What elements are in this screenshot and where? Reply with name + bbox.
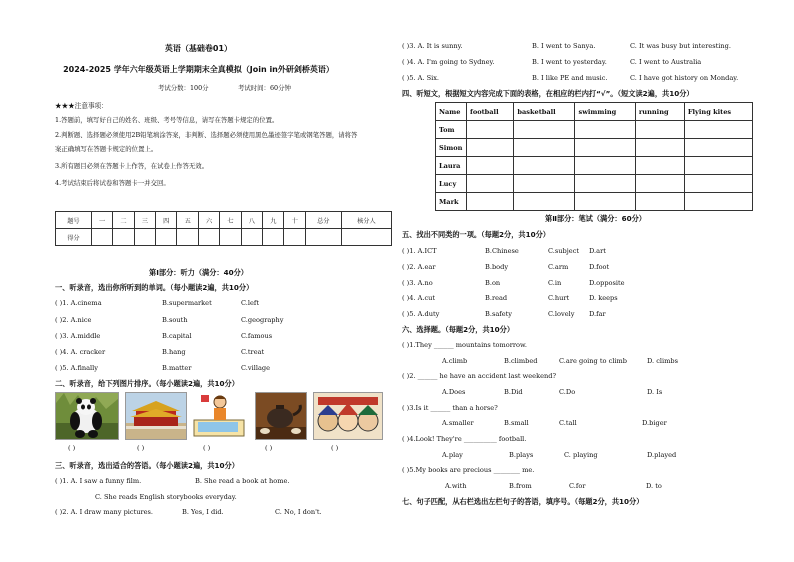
table-header-cell: swimming bbox=[575, 103, 635, 121]
option-c: C. She reads English storybooks everyday. bbox=[95, 493, 237, 501]
option-b: B.read bbox=[485, 294, 508, 302]
tick-cell[interactable] bbox=[684, 121, 752, 139]
question-stem: ( )4.Look! They're __________ football. bbox=[402, 435, 527, 443]
score-header-cell: 七 bbox=[220, 212, 241, 229]
question-row bbox=[402, 58, 792, 70]
option-c: C.left bbox=[241, 299, 260, 307]
tick-cell[interactable] bbox=[467, 121, 514, 139]
note-item: 1.答题前，填写好自己的姓名、班级、考号等信息，请写在答题卡规定的位置。 bbox=[55, 116, 279, 124]
score-header-cell: 核分人 bbox=[341, 212, 391, 229]
option-a: A.play bbox=[442, 451, 463, 459]
note-item: 4.考试结束后将试卷和答题卡一并交回。 bbox=[55, 179, 170, 187]
tick-cell[interactable] bbox=[467, 139, 514, 157]
option-b: B. Yes, I did. bbox=[182, 508, 224, 516]
tick-cell[interactable] bbox=[575, 121, 635, 139]
option-d: D.opposite bbox=[589, 279, 625, 287]
part2-title: 第Ⅱ部分：笔试（满分：60分） bbox=[545, 214, 646, 223]
name-cell: Laura bbox=[436, 157, 467, 175]
question-row bbox=[402, 294, 792, 306]
time-info: 考试时间：60分钟 bbox=[238, 84, 291, 92]
section5-title: 五、找出不同类的一项。（每题2分，共10分） bbox=[402, 230, 550, 239]
score-header-cell: 一 bbox=[91, 212, 112, 229]
forbidden-city-picture bbox=[125, 392, 187, 440]
question-stem: ( )1.They ______ mountains tomorrow. bbox=[402, 341, 527, 349]
option-c: C. I went to Australia bbox=[630, 58, 702, 66]
name-cell: Mark bbox=[436, 193, 467, 211]
option-b: B.hang bbox=[162, 348, 186, 356]
right-column bbox=[397, 0, 794, 562]
option-d: D. to bbox=[646, 482, 662, 490]
option-c: C. playing bbox=[564, 451, 598, 459]
option-b: B.safety bbox=[485, 310, 512, 318]
option-c: C.in bbox=[548, 279, 562, 287]
score-cell[interactable] bbox=[156, 229, 177, 246]
option-c: C.arm bbox=[548, 263, 569, 271]
order-blank[interactable]: ( ) bbox=[331, 444, 339, 452]
score-header-cell: 六 bbox=[198, 212, 219, 229]
score-cell[interactable] bbox=[263, 229, 284, 246]
options-row bbox=[442, 388, 792, 400]
score-cell[interactable] bbox=[305, 229, 341, 246]
tick-cell[interactable] bbox=[684, 157, 752, 175]
table-header-cell: running bbox=[635, 103, 684, 121]
options-row bbox=[442, 451, 792, 463]
note-item: 3.所有题目必须在答题卡上作答，在试卷上作答无效。 bbox=[55, 162, 209, 170]
option-c: C.geography bbox=[241, 316, 284, 324]
score-table-header-row bbox=[56, 212, 392, 229]
tick-cell[interactable] bbox=[467, 157, 514, 175]
question-number: ( )3. A.no bbox=[402, 279, 433, 287]
option-a: A.Does bbox=[442, 388, 466, 396]
section7-title: 七、句子匹配，从右栏选出左栏句子的答语，填序号。（每题2分，共10分） bbox=[402, 497, 644, 506]
tick-cell[interactable] bbox=[575, 139, 635, 157]
option-d: D.art bbox=[589, 247, 606, 255]
score-cell[interactable] bbox=[220, 229, 241, 246]
tick-cell[interactable] bbox=[514, 121, 575, 139]
score-info: 考试分数：100分 bbox=[158, 84, 209, 92]
option-b: B.from bbox=[509, 482, 532, 490]
option-c: C.village bbox=[241, 364, 271, 372]
score-cell[interactable] bbox=[241, 229, 262, 246]
section1-title: 一、听录音，选出你所听到的单词。（每小题读2遍，共10分） bbox=[55, 283, 254, 292]
option-b: B. She read a book at home. bbox=[195, 477, 290, 485]
option-b: B.on bbox=[485, 279, 501, 287]
order-blank[interactable]: ( ) bbox=[203, 444, 211, 452]
table-row bbox=[436, 175, 753, 193]
question-row bbox=[55, 364, 385, 376]
tick-cell[interactable] bbox=[635, 175, 684, 193]
tick-cell[interactable] bbox=[575, 193, 635, 211]
option-b: B.south bbox=[162, 316, 188, 324]
option-d: D.foot bbox=[589, 263, 610, 271]
score-header-cell: 八 bbox=[241, 212, 262, 229]
question-row bbox=[402, 310, 792, 322]
option-d: D.played bbox=[647, 451, 677, 459]
option-d: D. climbs bbox=[647, 357, 679, 365]
question-number: ( )5. A.duty bbox=[402, 310, 440, 318]
tick-cell[interactable] bbox=[684, 193, 752, 211]
tick-cell[interactable] bbox=[684, 139, 752, 157]
option-c: C.Do bbox=[559, 388, 576, 396]
question-number: ( )2. A.ear bbox=[402, 263, 436, 271]
section3-title: 三、听录音，选出适合的答语。（每小题读2遍，共10分） bbox=[55, 461, 239, 470]
question-stem: ( )2. ______ he have an accident last weekend? bbox=[402, 372, 556, 380]
option-b: B.body bbox=[485, 263, 509, 271]
option-b: B.small bbox=[504, 419, 529, 427]
option-c: C. It was busy but interesting. bbox=[630, 42, 731, 50]
score-table bbox=[55, 211, 392, 246]
option-b: B. I like PE and music. bbox=[532, 74, 608, 82]
tick-cell[interactable] bbox=[514, 175, 575, 193]
question-stem: ( )5.My books are precious ________ me. bbox=[402, 466, 535, 474]
question-number: ( )1. A. I saw a funny film. bbox=[55, 477, 142, 485]
options-row bbox=[442, 357, 792, 369]
table-header-cell: basketball bbox=[514, 103, 575, 121]
tick-cell[interactable] bbox=[467, 175, 514, 193]
teapot-picture bbox=[255, 392, 307, 440]
question-number: ( )2. A.nice bbox=[55, 316, 92, 324]
question-stem: ( )3.Is it ______ than a horse? bbox=[402, 404, 498, 412]
option-c: C.are going to climb bbox=[559, 357, 627, 365]
option-c: C. No, I don't. bbox=[275, 508, 322, 516]
part1-title: 第Ⅰ部分：听力（满分：40分） bbox=[149, 268, 248, 277]
question-row bbox=[402, 247, 792, 259]
option-b: B.plays bbox=[509, 451, 534, 459]
option-b: B.capital bbox=[162, 332, 192, 340]
question-row bbox=[402, 263, 792, 275]
tick-cell[interactable] bbox=[575, 157, 635, 175]
question-number: ( )4. A. I'm going to Sydney. bbox=[402, 58, 495, 66]
score-cell[interactable] bbox=[91, 229, 112, 246]
question-row bbox=[402, 74, 792, 86]
question-number: ( )1. A.ICT bbox=[402, 247, 437, 255]
score-header-cell: 十 bbox=[284, 212, 305, 229]
section6-title: 六、选择题。（每题2分，共10分） bbox=[402, 325, 515, 334]
name-cell: Simon bbox=[436, 139, 467, 157]
option-b: B.climbed bbox=[504, 357, 538, 365]
order-blank[interactable]: ( ) bbox=[265, 444, 273, 452]
tick-cell[interactable] bbox=[635, 121, 684, 139]
question-row bbox=[55, 299, 385, 311]
table-row bbox=[436, 157, 753, 175]
score-header-cell: 总分 bbox=[305, 212, 341, 229]
score-header-cell: 三 bbox=[134, 212, 155, 229]
page-subtitle: 2024-2025 学年六年级英语上学期期末全真模拟（Join in外研剑桥英语） bbox=[63, 65, 334, 74]
festival-masks-picture bbox=[313, 392, 383, 440]
notes-heading: ★★★注意事项： bbox=[55, 102, 108, 110]
score-header-cell: 九 bbox=[263, 212, 284, 229]
name-cell: Lucy bbox=[436, 175, 467, 193]
score-cell[interactable] bbox=[134, 229, 155, 246]
option-b: B. I went to Sanya. bbox=[532, 42, 596, 50]
tick-cell[interactable] bbox=[514, 157, 575, 175]
table-header-cell: Flying kites bbox=[684, 103, 752, 121]
option-d: D.far bbox=[589, 310, 606, 318]
option-c: C.subject bbox=[548, 247, 580, 255]
question-row bbox=[55, 332, 385, 344]
order-blank[interactable]: ( ) bbox=[68, 444, 76, 452]
question-number: ( )4. A.cut bbox=[402, 294, 436, 302]
question-number: ( )3. A.middle bbox=[55, 332, 101, 340]
score-cell[interactable] bbox=[198, 229, 219, 246]
score-cell[interactable] bbox=[284, 229, 305, 246]
question-number: ( )3. A. It is sunny. bbox=[402, 42, 463, 50]
score-cell[interactable] bbox=[341, 229, 391, 246]
option-c: C.tall bbox=[559, 419, 577, 427]
listening-table bbox=[435, 102, 753, 211]
table-header-cell: football bbox=[467, 103, 514, 121]
score-header-cell: 二 bbox=[113, 212, 134, 229]
section2-title: 二、听录音，给下列图片排序。（每小题读2遍，共10分） bbox=[55, 379, 239, 388]
tick-cell[interactable] bbox=[635, 193, 684, 211]
option-a: A.smaller bbox=[442, 419, 474, 427]
option-d: D.biger bbox=[642, 419, 667, 427]
panda-picture bbox=[55, 392, 119, 440]
score-header-cell: 题号 bbox=[56, 212, 92, 229]
question-number: ( )5. A. Six. bbox=[402, 74, 440, 82]
score-row-label: 得分 bbox=[56, 229, 92, 246]
note-item: 2.判断题、选择题必须使用2B铅笔填涂答案，非判断、选择题必须使用黑色墨迹签字笔或钢笔答题，请将答 bbox=[55, 131, 358, 139]
score-cell[interactable] bbox=[113, 229, 134, 246]
score-cell[interactable] bbox=[177, 229, 198, 246]
option-d: D. keeps bbox=[589, 294, 618, 302]
option-c: C.treat bbox=[241, 348, 265, 356]
boy-drawing-picture bbox=[192, 392, 247, 438]
tick-cell[interactable] bbox=[575, 175, 635, 193]
order-blank[interactable]: ( ) bbox=[137, 444, 145, 452]
page-title: 英语（基础卷01） bbox=[164, 44, 233, 53]
option-b: B. I went to yesterday. bbox=[532, 58, 607, 66]
table-header-cell: Name bbox=[436, 103, 467, 121]
option-c: C. I have got history on Monday. bbox=[630, 74, 739, 82]
question-number: ( )1. A.cinema bbox=[55, 299, 102, 307]
question-row bbox=[55, 348, 385, 360]
tick-cell[interactable] bbox=[514, 139, 575, 157]
tick-cell[interactable] bbox=[635, 157, 684, 175]
option-c: C.famous bbox=[241, 332, 273, 340]
question-row bbox=[55, 508, 385, 520]
option-b: B.Chinese bbox=[485, 247, 519, 255]
question-number: ( )5. A.finally bbox=[55, 364, 99, 372]
question-row bbox=[55, 477, 385, 489]
option-a: A.climb bbox=[442, 357, 468, 365]
name-cell: Tom bbox=[436, 121, 467, 139]
option-b: B.matter bbox=[162, 364, 192, 372]
question-row bbox=[402, 42, 792, 54]
tick-cell[interactable] bbox=[635, 139, 684, 157]
listening-table-header bbox=[436, 103, 753, 121]
option-c: C.lovely bbox=[548, 310, 575, 318]
table-row bbox=[436, 193, 753, 211]
question-row bbox=[402, 279, 792, 291]
tick-cell[interactable] bbox=[514, 193, 575, 211]
tick-cell[interactable] bbox=[467, 193, 514, 211]
note-item: 案正确填写在答题卡规定的位置上。 bbox=[55, 145, 158, 153]
score-header-cell: 四 bbox=[156, 212, 177, 229]
table-row bbox=[436, 139, 753, 157]
section4-title: 四、听短文，根据短文内容完成下面的表格，在相应的栏内打“√”。（短文读2遍，共10分） bbox=[402, 89, 694, 98]
option-c: C.for bbox=[569, 482, 586, 490]
option-c: C.hurt bbox=[548, 294, 570, 302]
options-row bbox=[442, 482, 792, 494]
option-b: B.Did bbox=[504, 388, 523, 396]
question-number: ( )2. A. I draw many pictures. bbox=[55, 508, 154, 516]
score-header-cell: 五 bbox=[177, 212, 198, 229]
question-row bbox=[55, 316, 385, 328]
table-row bbox=[436, 121, 753, 139]
tick-cell[interactable] bbox=[684, 175, 752, 193]
options-row bbox=[442, 419, 792, 431]
question-number: ( )4. A. cracker bbox=[55, 348, 106, 356]
score-table-row bbox=[56, 229, 392, 246]
option-d: D. Is bbox=[647, 388, 663, 396]
option-b: B.supermarket bbox=[162, 299, 212, 307]
option-a: A.with bbox=[445, 482, 467, 490]
